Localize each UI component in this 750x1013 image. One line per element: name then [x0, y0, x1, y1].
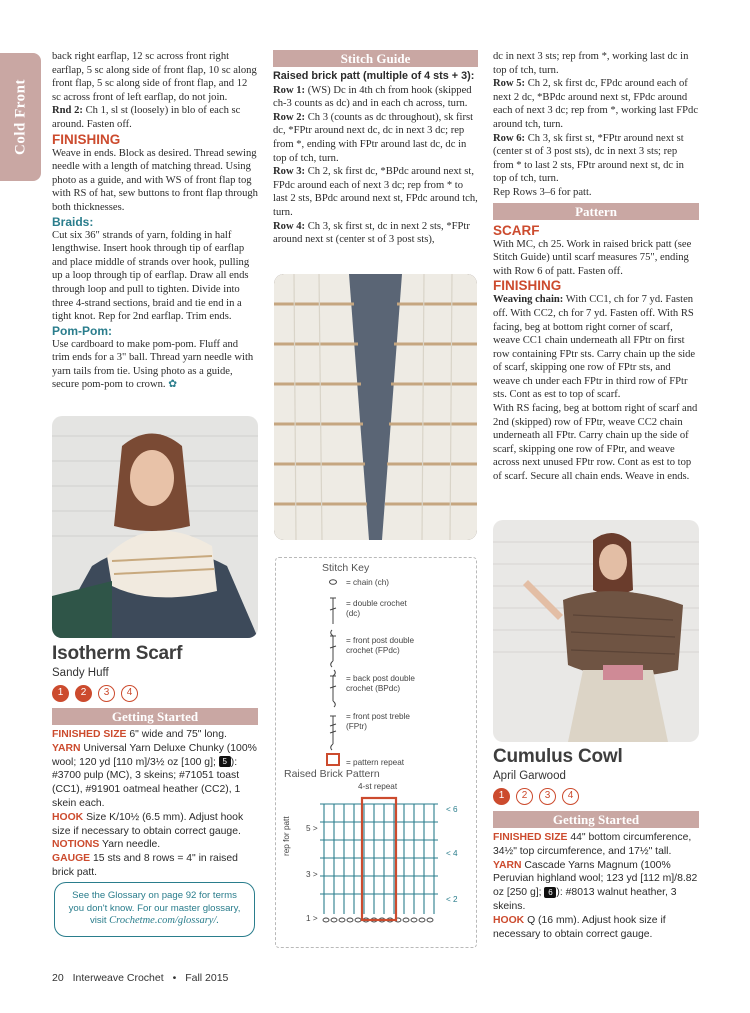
- finished-size-label: FINISHED SIZE: [52, 729, 127, 740]
- row-3-label: Row 3:: [273, 166, 306, 178]
- hat-instructions-continued: back right earflap, 12 sc across front right earflap, 5 sc along side of front flap, 10 sc along front flap, 5 sc along side of front flap, and 12 sc across front of left earflap, do not join.: [52, 51, 257, 103]
- row-5-label: Row 5:: [493, 78, 526, 90]
- key-double-crochet: = double crochet (dc): [346, 599, 407, 618]
- column-right: [493, 50, 699, 484]
- stitch-guide-band: Stitch Guide: [273, 50, 478, 67]
- stitch-guide-heading: Raised brick patt (multiple of 4 sts + 3):: [273, 70, 475, 82]
- stitch-row-5: [493, 77, 699, 131]
- chart-rep-label: rep for patt: [282, 816, 291, 856]
- row-5-text: Ch 2, sk first dc, FPdc around each of next 2 dc, *BPdc around next st, FPdc around each of next 3 dc; rep from *, working last FPdc around tch, turn.: [493, 78, 699, 130]
- section-side-tab-label: Cold Front: [12, 79, 28, 155]
- raised-brick-chart: [320, 794, 450, 930]
- pompom-heading: Pom-Pom:: [52, 323, 112, 338]
- getting-started-band: Getting Started: [52, 708, 258, 725]
- chart-title: Raised Brick Pattern: [284, 768, 380, 780]
- chart-row-3: 3 >: [306, 870, 318, 879]
- glossary-link[interactable]: Crochetme.com/glossary/.: [109, 915, 220, 927]
- row-4-label: Row 4:: [273, 220, 306, 232]
- cumulus-materials: [493, 831, 699, 941]
- chart-repeat-label: 4-st repeat: [358, 782, 398, 791]
- yarn-weight-icon: 5: [219, 756, 231, 767]
- column-middle: [273, 50, 478, 247]
- stitch-row-1: [273, 84, 478, 111]
- row-6-label: Row 6:: [493, 132, 526, 144]
- glossary-callout: [54, 882, 255, 937]
- chart-row-5: 5 >: [306, 824, 318, 833]
- isotherm-scarf-illustration: [52, 416, 258, 638]
- notions: [52, 838, 258, 852]
- notions-value: Yarn needle.: [99, 839, 161, 851]
- skill-level-3: 3: [98, 685, 115, 702]
- yarn-value-b: ): #3700 pulp (MC), 3 skeins; #71051 toast (CC1), #91901 oatmeal heather (CC2), 1 skein each.: [52, 756, 241, 809]
- round-2-label: Rnd 2:: [52, 105, 83, 117]
- isotherm-getting-started: [52, 708, 258, 880]
- hook: [493, 914, 699, 942]
- hook-label: HOOK: [493, 914, 525, 926]
- finished-size-value: 44" bottom circumference, 34½" top circumference, and 17½" tall.: [493, 832, 692, 857]
- gauge-label: GAUGE: [52, 853, 91, 865]
- pompom-text: [52, 338, 258, 392]
- isotherm-designer: Sandy Huff: [52, 667, 109, 679]
- glossary-line-2: you don't know. For our master glossary,: [68, 902, 241, 914]
- page-footer: [52, 972, 234, 984]
- scarf-heading: SCARF: [493, 222, 540, 238]
- finishing-text: Weave in ends. Block as desired. Thread sewing needle with a length of matching thread. Using photo as a guide, and with WS of front flap tog with RS of hat, sew buttons to front flap through both thicknesses.: [52, 147, 258, 213]
- scarf-text: With MC, ch 25. Work in raised brick patt (see Stitch Guide) until scarf measures 75", ending with Row 6 of patt. Fasten off.: [493, 238, 692, 277]
- skill-level-4: 4: [562, 788, 579, 805]
- yarn-value-a: Universal Yarn Deluxe Chunky (100% wool; 120 yd [110 m]/3½ oz [100 g];: [52, 742, 257, 768]
- key-bpdc: = back post double crochet (BPdc): [346, 674, 415, 693]
- glossary-visit: visit: [89, 915, 110, 927]
- round-2-text: Ch 1, sl st (loosely) in blo of each sc around. Fasten off.: [52, 105, 241, 130]
- chart-row-1: 1 >: [306, 914, 318, 923]
- weaving-label: Weaving chain:: [493, 294, 564, 306]
- key-fptr: = front post treble (FPtr): [346, 712, 410, 731]
- isotherm-scarf-photo: [52, 416, 258, 638]
- repeat-rows: Rep Rows 3–6 for patt.: [493, 186, 592, 198]
- hook: [52, 811, 258, 839]
- cumulus-getting-started: [493, 811, 699, 941]
- finished-size: [52, 728, 258, 742]
- finished-size-label: FINISHED SIZE: [493, 832, 568, 843]
- cumulus-header: [493, 746, 699, 805]
- isotherm-skill-levels: [52, 685, 258, 702]
- yarn-label: YARN: [493, 859, 522, 871]
- isotherm-title: Isotherm Scarf: [52, 643, 183, 664]
- row-4-continued: dc in next 3 sts; rep from *, working last dc in top of tch, turn.: [493, 51, 689, 76]
- skill-level-2: 2: [75, 685, 92, 702]
- braids-heading: Braids:: [52, 214, 94, 229]
- round-2-instructions: [52, 104, 258, 131]
- row-1-text: (WS) Dc in 4th ch from hook (skipped ch-3 counts as dc) and in each ch across, turn.: [273, 84, 472, 110]
- key-chain: = chain (ch): [346, 578, 390, 587]
- row-6-text: Ch 3, sk first st, *FPtr around next st (center st of 3 post sts), dc in next 3 sts; rep from * to last 2 sts, FPtr around next st, dc in top of tch, turn.: [493, 132, 684, 185]
- yarn: [52, 742, 258, 811]
- cumulus-skill-levels: [493, 788, 699, 805]
- hook-value: Size K/10½ (6.5 mm). Adjust hook size if necessary to obtain correct gauge.: [52, 811, 244, 837]
- scarf-closeup-illustration: [274, 274, 477, 540]
- row-3-text: Ch 2, sk first dc, *BPdc around next st, FPdc around each of next 3 dc; rep from * to last 2 sts, BPdc around next st, FPdc around tch, turn.: [273, 166, 478, 218]
- cumulus-designer: April Garwood: [493, 770, 566, 782]
- yarn-label: YARN: [52, 742, 81, 754]
- section-side-tab: [0, 53, 41, 181]
- glossary-line-3: [63, 915, 246, 928]
- pompom-body: Use cardboard to make pom-pom. Fluff and trim ends for a 3" ball. Thread yarn needle with yarn tails from tie. Using photo as a guide, secure pom-pom to crown.: [52, 338, 254, 391]
- page-number: 20: [52, 972, 64, 984]
- cumulus-title: Cumulus Cowl: [493, 746, 623, 767]
- isotherm-materials: [52, 728, 258, 880]
- pattern-band: Pattern: [493, 203, 699, 220]
- chart-row-6: < 6: [446, 805, 458, 814]
- stitch-row-3: [273, 165, 478, 219]
- weaving-text: With CC1, ch for 7 yd. Fasten off. With CC2, ch for 7 yd. Fasten off. With RS facing, beg at bottom right corner of scarf, weave CC1 chain underneath all FPtr on first row containing FPtr sts. Carry chain up the side of scarf, skipping one row of FPtr sts, and weave ch under each FPtr in third row of FPtr sts. Cont as est to top of scarf.: [493, 294, 696, 401]
- stitch-row-2: [273, 111, 478, 165]
- isotherm-header: [52, 643, 258, 702]
- key-pattern-repeat: = pattern repeat: [346, 758, 405, 767]
- getting-started-band-2: Getting Started: [493, 811, 699, 828]
- cumulus-cowl-photo: [493, 520, 699, 742]
- stitch-key-box: [275, 557, 477, 948]
- scarf-closeup-photo: [274, 274, 477, 540]
- column-left: [52, 50, 258, 392]
- row-1-label: Row 1:: [273, 84, 306, 96]
- yarn: [493, 859, 699, 914]
- finishing-heading: FINISHING: [52, 131, 121, 147]
- notions-label: NOTIONS: [52, 839, 100, 851]
- stitch-row-4: [273, 220, 478, 247]
- stitch-row-6: [493, 132, 699, 186]
- skill-level-1: 1: [493, 788, 510, 805]
- row-2-text: Ch 3 (counts as dc throughout), sk first dc, *FPtr around next dc, dc in next 3 dc; rep from *, ending with FPtr around last dc, dc in top of tch, turn.: [273, 111, 474, 164]
- issue-date: Fall 2015: [185, 972, 229, 984]
- gauge-value: 15 sts and 8 rows = 4" in raised brick patt.: [52, 853, 238, 878]
- gauge: [52, 852, 258, 880]
- row-4-text: Ch 3, sk first st, dc in next 2 sts, *FPtr around next st (center st of 3 post sts),: [273, 220, 470, 246]
- magazine-name: Interweave Crochet: [72, 972, 164, 984]
- weaving-chain-2: With RS facing, beg at bottom right of scarf and 2nd (skipped) row of FPtr, weave CC2 chain underneath all FPtr. Carry chain up the side of scarf, skipping one row of FPtr, and weave across next unused FPtr row. Cont as est to top of scarf. Secure all chain ends. Weave in ends.: [493, 403, 698, 483]
- skill-level-2: 2: [516, 788, 533, 805]
- glossary-line-1: See the Glossary on page 92 for terms: [72, 890, 237, 901]
- stitch-key-title: Stitch Key: [322, 562, 370, 574]
- yarn-value-a: Cascade Yarns Magnum (100% Peruvian highland wool; 123 yd [112 m]/8.82 oz [250 g];: [493, 859, 698, 899]
- yarn-value-b: ): #8013 walnut heather, 3 skeins.: [493, 887, 677, 912]
- braids-text: Cut six 36" strands of yarn, folding in half lengthwise. Insert hook through tip of earflap and place middle of strands over hook, pulling up a loop through tip of earflap. Draw all ends through loop and pull to tighten. Divide into three 4-strand sections, braid and tie end in a tight knot. Rep for 2nd earflap. Trim ends.: [52, 229, 250, 323]
- yarn-weight-icon: 6: [544, 887, 556, 898]
- hook-value: Q (16 mm). Adjust hook size if necessary to obtain correct gauge.: [493, 914, 666, 940]
- finishing-heading-2: FINISHING: [493, 278, 562, 294]
- finished-size-value: 6" wide and 75" long.: [126, 729, 227, 740]
- finished-size: [493, 831, 699, 859]
- weaving-chain: [493, 293, 699, 402]
- skill-level-1: 1: [52, 685, 69, 702]
- cumulus-cowl-illustration: [493, 520, 699, 742]
- key-fpdc: = front post double crochet (FPdc): [346, 636, 415, 655]
- skill-level-4: 4: [121, 685, 138, 702]
- chart-row-2: < 2: [446, 895, 458, 904]
- row-2-label: Row 2:: [273, 111, 306, 123]
- bullet-icon: •: [172, 972, 177, 984]
- end-mark-icon: ✿: [168, 379, 178, 391]
- hook-label: HOOK: [52, 811, 84, 823]
- skill-level-3: 3: [539, 788, 556, 805]
- chart-row-4: < 4: [446, 849, 458, 858]
